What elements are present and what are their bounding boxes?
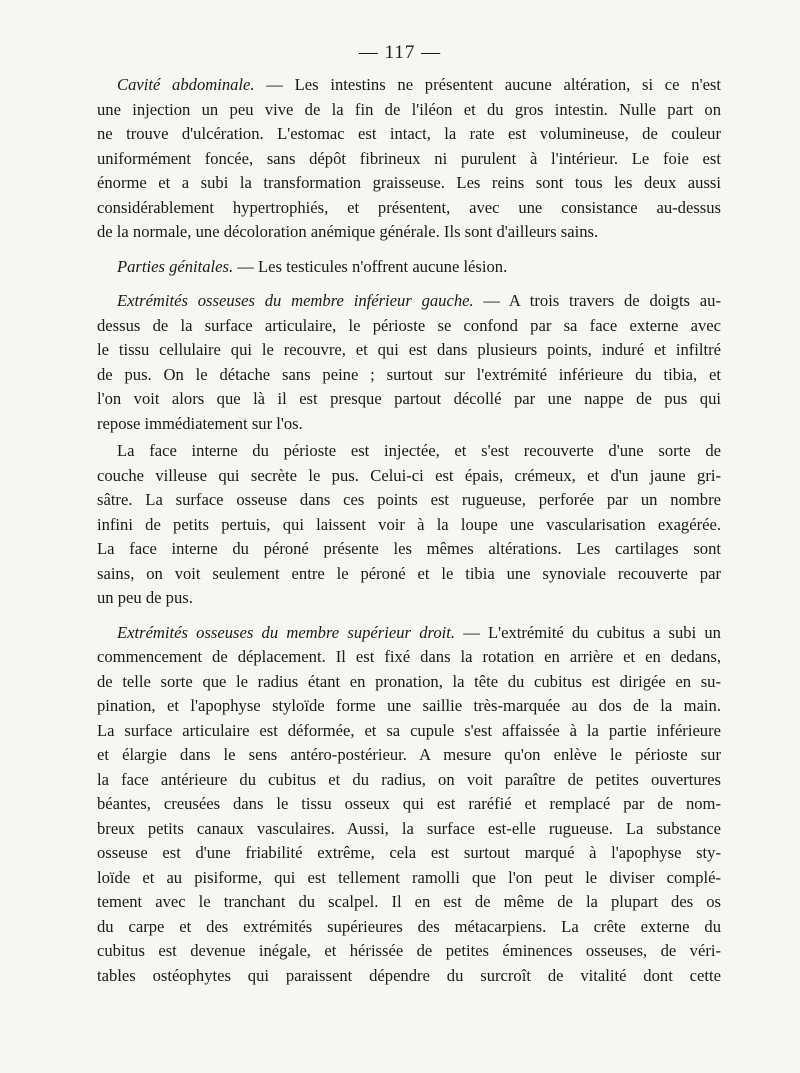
text-line: couche villeuse qui secrète le pus. Celui-ci est épais, crémeux, et d'un jaune gri- — [97, 465, 721, 485]
text-line: une injection un peu vive de la fin de l'iléon et du gros intestin. Nulle part on — [97, 99, 721, 119]
text-line: cubitus est devenue inégale, et hérissée de petites éminences osseuses, de véri- — [97, 941, 721, 960]
text-line: loïde et au pisiforme, qui est tellement ramolli que l'on peut le diviser complé- — [97, 867, 721, 887]
text-line: de telle sorte que le radius étant en pronation, la tête du cubitus est dirigée en su- — [97, 671, 721, 691]
text-line: béantes, creusées dans le tissu osseux qui est raréfié et remplacé par de nom- — [97, 794, 721, 813]
section-membre-superieur — [97, 621, 721, 989]
section-parties-genitales — [97, 255, 721, 280]
text-line: pination, et l'apophyse styloïde forme une saillie très-marquée au dos de la main. — [97, 696, 721, 715]
text-line: La surface articulaire est déformée, et sa cupule s'est affaissée à la partie inférieure — [97, 720, 721, 740]
text-line: La face interne du périoste est injectée, et s'est recouverte d'une sorte de — [117, 441, 721, 460]
text-line: infini de petits pertuis, qui laissent voir à la loupe une vascularisation exagérée. — [97, 514, 721, 534]
text-line: dessus de la surface articulaire, le périoste se confond par sa face externe avec — [97, 315, 721, 335]
text-line: du carpe et des extrémités supérieures des métacarpiens. La crête externe du — [97, 916, 721, 936]
section-heading: Extrémités osseuses du membre supérieur droit. — [117, 622, 455, 642]
section-membre-inferieur — [97, 289, 721, 611]
text-line: Cavité abdominale. — Les intestins ne présentent aucune altération, si ce n'est — [117, 75, 721, 94]
text-line: de la normale, une décoloration anémique générale. Ils sont d'ailleurs sains. — [97, 222, 599, 241]
text-line: Parties génitales. — Les testicules n'offrent aucune lésion. — [117, 256, 508, 276]
section-heading: Extrémités osseuses du membre inférieur gauche. — [117, 291, 474, 310]
page-number: — 117 — — [358, 42, 442, 63]
text-line: considérablement hypertrophiés, et présentent, avec une consistance au-dessus — [97, 197, 721, 217]
text-line: repose immédiatement sur l'os. — [97, 413, 303, 433]
section-heading: Cavité abdominale. — [117, 75, 255, 94]
text-line: de pus. On le détache sans peine ; surtout sur l'extrémité inférieure du tibia, et — [97, 364, 721, 384]
section-heading: Parties génitales. — [117, 256, 234, 276]
body-text — [97, 73, 721, 988]
text-line: l'on voit alors que là il est presque partout décollé par une nappe de pus qui — [97, 389, 721, 408]
text-line: tement avec le tranchant du scalpel. Il en est de même de la plupart des os — [97, 892, 721, 911]
text-line: un peu de pus. — [97, 588, 193, 607]
text-line: uniformément foncée, sans dépôt fibrineux ni purulent à l'intérieur. Le foie est — [97, 148, 721, 168]
text-line: le tissu cellulaire qui le recouvre, et qui est dans plusieurs points, induré et infiltré — [97, 340, 721, 359]
text-line: énorme et a subi la transformation graisseuse. Les reins sont tous les deux aussi — [97, 173, 721, 192]
text-line: tables ostéophytes qui paraissent dépendre du surcroît de vitalité dont cette — [97, 965, 721, 985]
text-line: Extrémités osseuses du membre inférieur gauche. — A trois travers de doigts au- — [117, 291, 721, 310]
text-line: osseuse est d'une friabilité extrême, cela est surtout marqué à l'apophyse sty- — [97, 843, 721, 862]
text-line: Extrémités osseuses du membre supérieur droit. — L'extrémité du cubitus a subi un — [117, 622, 721, 642]
text-line: sâtre. La surface osseuse dans ces points est rugueuse, perforée par un nombre — [97, 490, 721, 509]
text-line: La face interne du péroné présente les mêmes altérations. Les cartilages sont — [97, 539, 721, 558]
text-line: sains, on voit seulement entre le péroné et le tibia une synoviale recouverte par — [97, 563, 721, 583]
text-line: la face antérieure du cubitus et du radius, on voit paraître de petites ouvertures — [97, 769, 721, 789]
text-line: ne trouve d'ulcération. L'estomac est intact, la rate est volumineuse, de couleur — [97, 124, 721, 143]
section-cavite-abdominale — [97, 73, 721, 245]
text-line: et élargie dans le sens antéro-postérieur. A mesure qu'on enlève le périoste sur — [97, 745, 721, 764]
text-line: breux petits canaux vasculaires. Aussi, la surface est-elle rugueuse. La substance — [97, 818, 721, 838]
text-line: commencement de déplacement. Il est fixé dans la rotation en arrière et en dedans, — [97, 647, 721, 666]
